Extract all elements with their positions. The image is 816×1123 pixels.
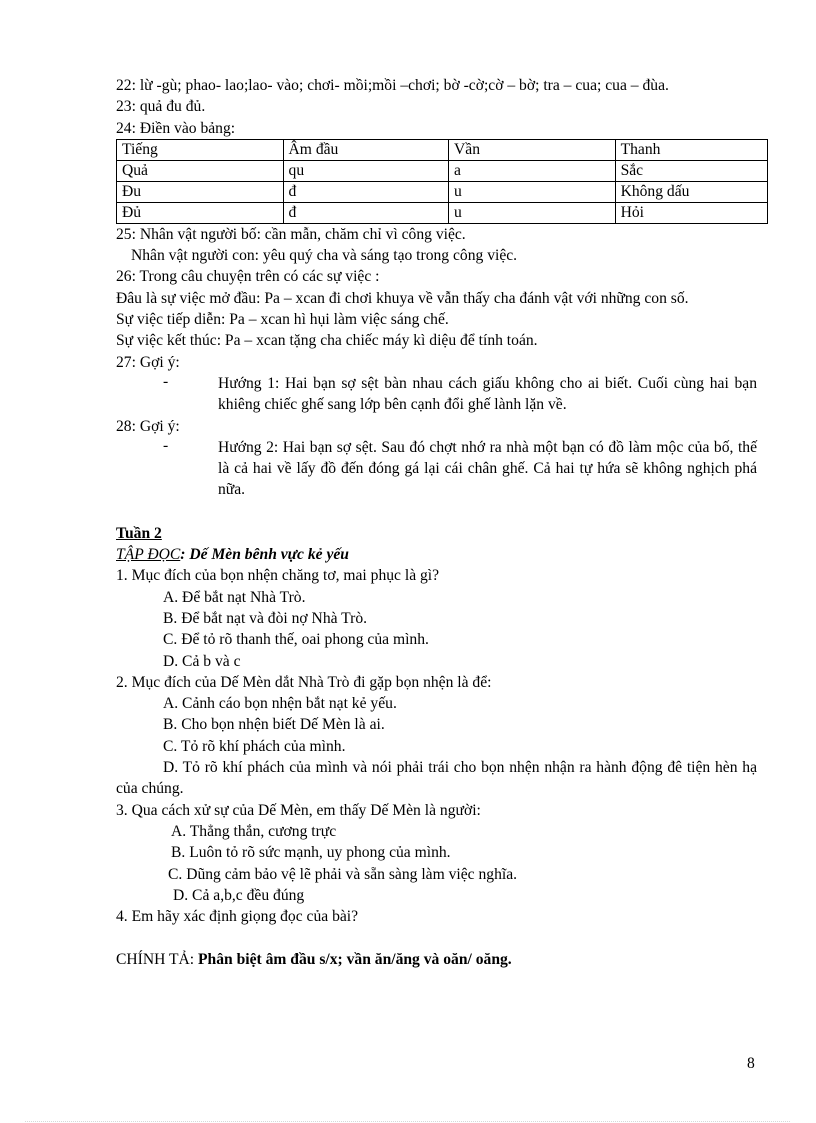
option: C. Tỏ rõ khí phách của mình.	[163, 737, 346, 755]
spelling-label: CHÍNH TẢ:	[116, 951, 199, 969]
answer-28: 28: Gợi ý:	[116, 417, 180, 435]
answer-22: 22: lừ -gù; phao- lao;lao- vào; chơi- mồi;mồi –chơi; bờ -cờ;cờ – bờ; tra – cua; cua – đùa.	[116, 77, 669, 94]
option: A. Cảnh cáo bọn nhện bắt nạt kẻ yếu.	[163, 695, 397, 713]
answer-27: 27: Gợi ý:	[116, 353, 180, 371]
table-cell: u	[449, 202, 616, 223]
table-row	[117, 181, 768, 202]
answer-28-suggestion	[116, 437, 757, 501]
table-cell: Đủ	[117, 202, 284, 223]
document-body	[116, 75, 757, 971]
option: D. Tỏ rõ khí phách của mình và nói phải trái cho bọn nhện nhận ra hành động đê tiện hèn hạ của chúng.	[116, 759, 757, 798]
answer-23: 23: quả đu đủ.	[116, 98, 206, 116]
answer-26-middle: Sự việc tiếp diễn: Pa – xcan hì hụi làm việc sáng chế.	[116, 311, 449, 329]
spelling-title: Phân biệt âm đầu s/x; vần ăn/ăng và oăn/ oăng.	[198, 951, 512, 969]
table-header-cell: Âm đầu	[283, 139, 449, 160]
table-cell: a	[449, 160, 616, 181]
answer-24: 24: Điền vào bảng:	[116, 119, 236, 137]
page-bottom-divider	[25, 1121, 790, 1122]
table-header-cell: Vần	[449, 139, 616, 160]
reading-heading	[116, 544, 757, 565]
reading-title: Dế Mèn bênh vực kẻ yếu	[189, 546, 349, 564]
table-cell: Không dấu	[615, 181, 767, 202]
table-cell: qu	[283, 160, 449, 181]
table-header-cell: Tiếng	[117, 139, 284, 160]
suggestion-text: Hướng 2: Hai bạn sợ sệt. Sau đó chợt nhớ ra nhà một bạn có đồ làm mộc của bố, thế là cả hai về lấy đồ đến đóng gá lại cái chân ghế. Cả hai tự hứa sẽ không nghịch phá nữa.	[218, 438, 757, 499]
bullet-dash: -	[163, 372, 169, 390]
option: A. Thẳng thắn, cương trực	[171, 822, 337, 840]
option: D. Cả b và c	[163, 652, 241, 670]
table-cell: Hỏi	[615, 202, 767, 223]
table-cell: Quả	[117, 160, 284, 181]
reading-colon: :	[180, 546, 190, 564]
option: D. Cả a,b,c đều đúng	[173, 886, 305, 904]
answer-26: 26: Trong câu chuyện trên có các sự việc :	[116, 268, 380, 286]
suggestion-text: Hướng 1: Hai bạn sợ sệt bàn nhau cách giấu không cho ai biết. Cuối cùng hai bạn khiêng chiếc ghế sang lớp bên cạnh đổi ghế lành lặn về.	[218, 374, 757, 414]
answer-27-suggestion	[116, 373, 757, 416]
option: C. Dũng cảm bảo vệ lẽ phải và sẵn sàng làm việc nghĩa.	[168, 865, 518, 883]
question-3: 3. Qua cách xử sự của Dế Mèn, em thấy Dế Mèn là người:	[116, 801, 481, 819]
answer-25-son: Nhân vật người con: yêu quý cha và sáng tạo trong công việc.	[131, 247, 518, 265]
option: A. Để bắt nạt Nhà Trò.	[163, 588, 306, 606]
table-header-cell: Thanh	[615, 139, 767, 160]
answer-26-ending: Sự việc kết thúc: Pa – xcan tặng cha chiếc máy kì diệu để tính toán.	[116, 332, 538, 350]
question-4: 4. Em hãy xác định giọng đọc của bài?	[116, 908, 359, 926]
answer-26-opening: Đâu là sự việc mở đầu: Pa – xcan đi chơi khuya về vẫn thấy cha đánh vật với những con số.	[116, 289, 689, 307]
option: C. Để tỏ rõ thanh thế, oai phong của mình.	[163, 631, 429, 649]
table-row	[117, 202, 768, 223]
table-cell: Đu	[117, 181, 284, 202]
page-number: 8	[747, 1055, 755, 1072]
table-header-row	[117, 139, 768, 160]
table-cell: u	[449, 181, 616, 202]
bullet-dash: -	[163, 436, 169, 454]
table-cell: đ	[283, 202, 449, 223]
week-heading: Tuần 2	[116, 524, 162, 542]
phonetics-table	[116, 139, 768, 224]
question-1: 1. Mục đích của bọn nhện chăng tơ, mai phục là gì?	[116, 567, 440, 585]
option: B. Luôn tỏ rõ sức mạnh, uy phong của mình.	[171, 844, 451, 862]
reading-label: TẬP ĐỌC	[116, 546, 181, 564]
answer-25-father: 25: Nhân vật người bố: cần mẫn, chăm chỉ vì công việc.	[116, 225, 466, 243]
option: B. Để bắt nạt và đòi nợ Nhà Trò.	[163, 609, 368, 627]
table-row	[117, 160, 768, 181]
option: B. Cho bọn nhện biết Dế Mèn là ai.	[163, 716, 385, 734]
question-2: 2. Mục đích của Dế Mèn dắt Nhà Trò đi gặp bọn nhện là để:	[116, 673, 492, 691]
spelling-heading	[116, 949, 757, 970]
table-cell: Sắc	[615, 160, 767, 181]
table-cell: đ	[283, 181, 449, 202]
